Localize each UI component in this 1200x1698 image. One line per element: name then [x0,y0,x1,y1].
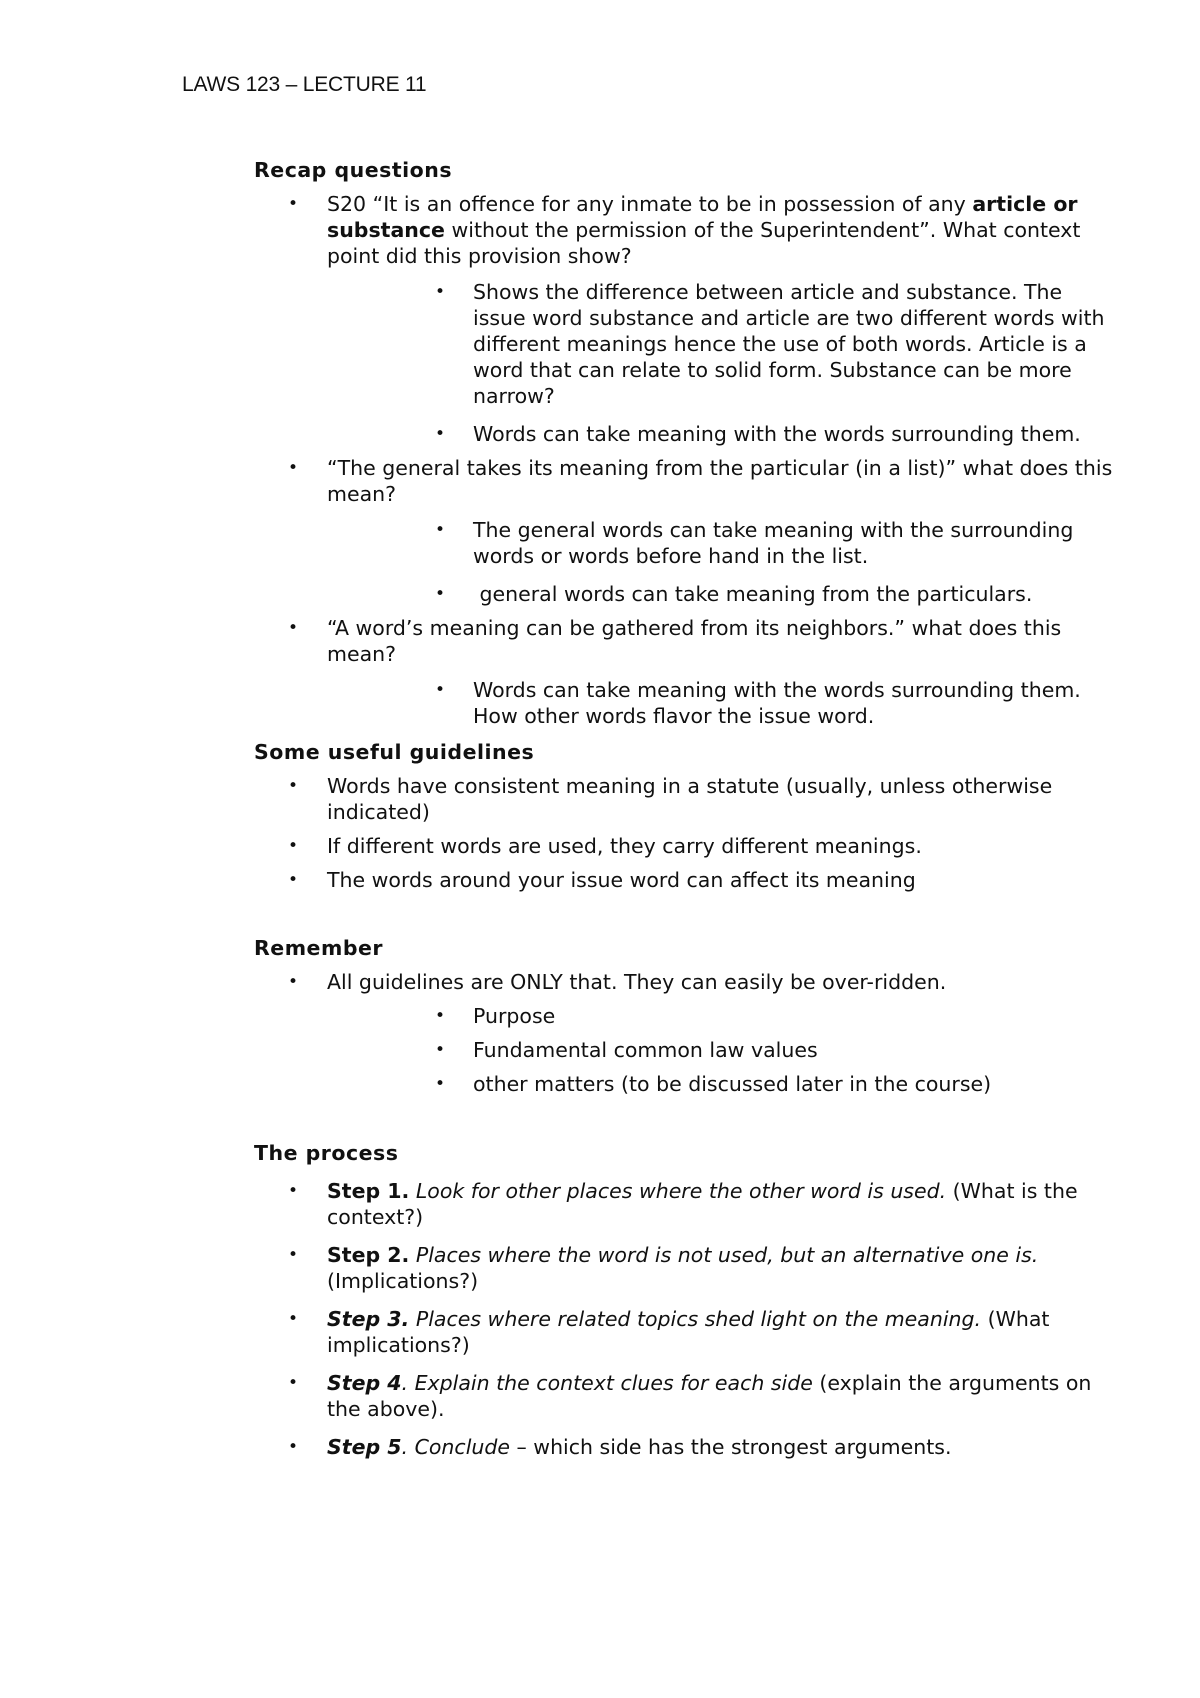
remember-subitem: • Purpose [435,1004,556,1028]
bullet-icon: • [288,776,299,796]
process-list [254,1178,1114,1460]
recap-question-2: • “The general takes its meaning from the particular (in a list)” what does this mean? • The general words can take meaning with the surrounding words or words before hand in the list. • general words can take meaning from the particulars. [288,456,1113,606]
step-label: Step 3. [327,1307,410,1331]
remember-list [254,969,1114,1097]
bullet-icon: • [288,1309,299,1329]
remember-heading: Remember [254,936,384,960]
step-label: Step 2. [327,1243,410,1267]
bullet-icon: • [288,194,299,214]
bold-term: article or substance [327,192,1078,242]
process-step-5: • Step 5. Conclude – which side has the strongest arguments. [288,1435,952,1459]
bullet-icon: • [288,1245,299,1265]
process-heading: The process [254,1141,399,1165]
recap-answer: • Words can take meaning with the words surrounding them. [435,422,1081,446]
recap-answer: • Shows the difference between article and substance. The issue word substance and article are two different words with different meanings hence the use of both words. Article is a word that can relate to solid form. Substance can be more narrow? [435,280,1105,408]
bullet-icon: • [435,1040,446,1060]
process-step-2: • Step 2. Places where the word is not used, but an alternative one is. (Implications?) [288,1243,1039,1293]
step-label: Step 1. [327,1179,410,1203]
process-step-4: • Step 4. Explain the context clues for each side (explain the arguments on the above). [288,1371,1092,1421]
bullet-icon: • [288,1181,299,1201]
remember-subitem: • other matters (to be discussed later in the course) [435,1072,992,1096]
bullet-icon: • [435,1074,446,1094]
remember-subitem: • Fundamental common law values [435,1038,818,1062]
page-title: LAWS 123 – LECTURE 11 [182,73,427,96]
recap-question-3: • “A word’s meaning can be gathered from its neighbors.” what does this mean? • Words can take meaning with the words surrounding them. How other words flavor the issue word. [254,615,1114,729]
recap-answer: • The general words can take meaning with the surrounding words or words before hand in the list. [435,518,1074,568]
bullet-icon: • [435,584,446,604]
guideline-item: • If different words are used, they carry different meanings. [288,834,922,858]
bullet-icon: • [288,618,299,638]
bullet-icon: • [435,520,446,540]
step-label: Step 4 [327,1371,402,1395]
bullet-icon: • [288,458,299,478]
bullet-icon: • [435,282,446,302]
guideline-item: • The words around your issue word can affect its meaning [288,868,916,892]
bullet-icon: • [435,424,446,444]
guidelines-list [254,773,1114,893]
document-body [254,157,1114,1460]
bullet-icon: • [288,870,299,890]
step-label: Step 5 [327,1435,402,1459]
bullet-icon: • [435,1006,446,1026]
guideline-item: • Words have consistent meaning in a statute (usually, unless otherwise indicated) [288,774,1053,824]
process-step-1: • Step 1. Look for other places where the other word is used. (What is the context?) [288,1179,1078,1229]
bullet-icon: • [288,972,299,992]
bullet-icon: • [288,1373,299,1393]
remember-item: • All guidelines are ONLY that. They can easily be over-ridden. • Purpose • Fundamental common law values • other matters (to be discussed later in the course) [254,969,1114,1097]
bullet-icon: • [435,680,446,700]
bullet-icon: • [288,836,299,856]
guidelines-heading: Some useful guidelines [254,740,535,764]
recap-heading: Recap questions [254,158,453,182]
recap-answer: • Words can take meaning with the words surrounding them. How other words flavor the issue word. [435,678,1081,728]
bullet-icon: • [288,1437,299,1457]
recap-answer: • general words can take meaning from the particulars. [435,582,1033,606]
recap-list [254,191,1114,729]
process-step-3: • Step 3. Places where related topics shed light on the meaning. (What implications?) [288,1307,1050,1357]
recap-question-1: • S20 “It is an offence for any inmate to be in possession of any article or substance without the permission of the Superintendent”. What context point did this provision show? • Shows the difference between article and substance. The issue word substance and article are two different words with different meanings hence the use of both words. Article is a word that can relate to solid form. Substance can be more narrow? • Words can take meaning with the words surrounding them. [254,191,1114,447]
